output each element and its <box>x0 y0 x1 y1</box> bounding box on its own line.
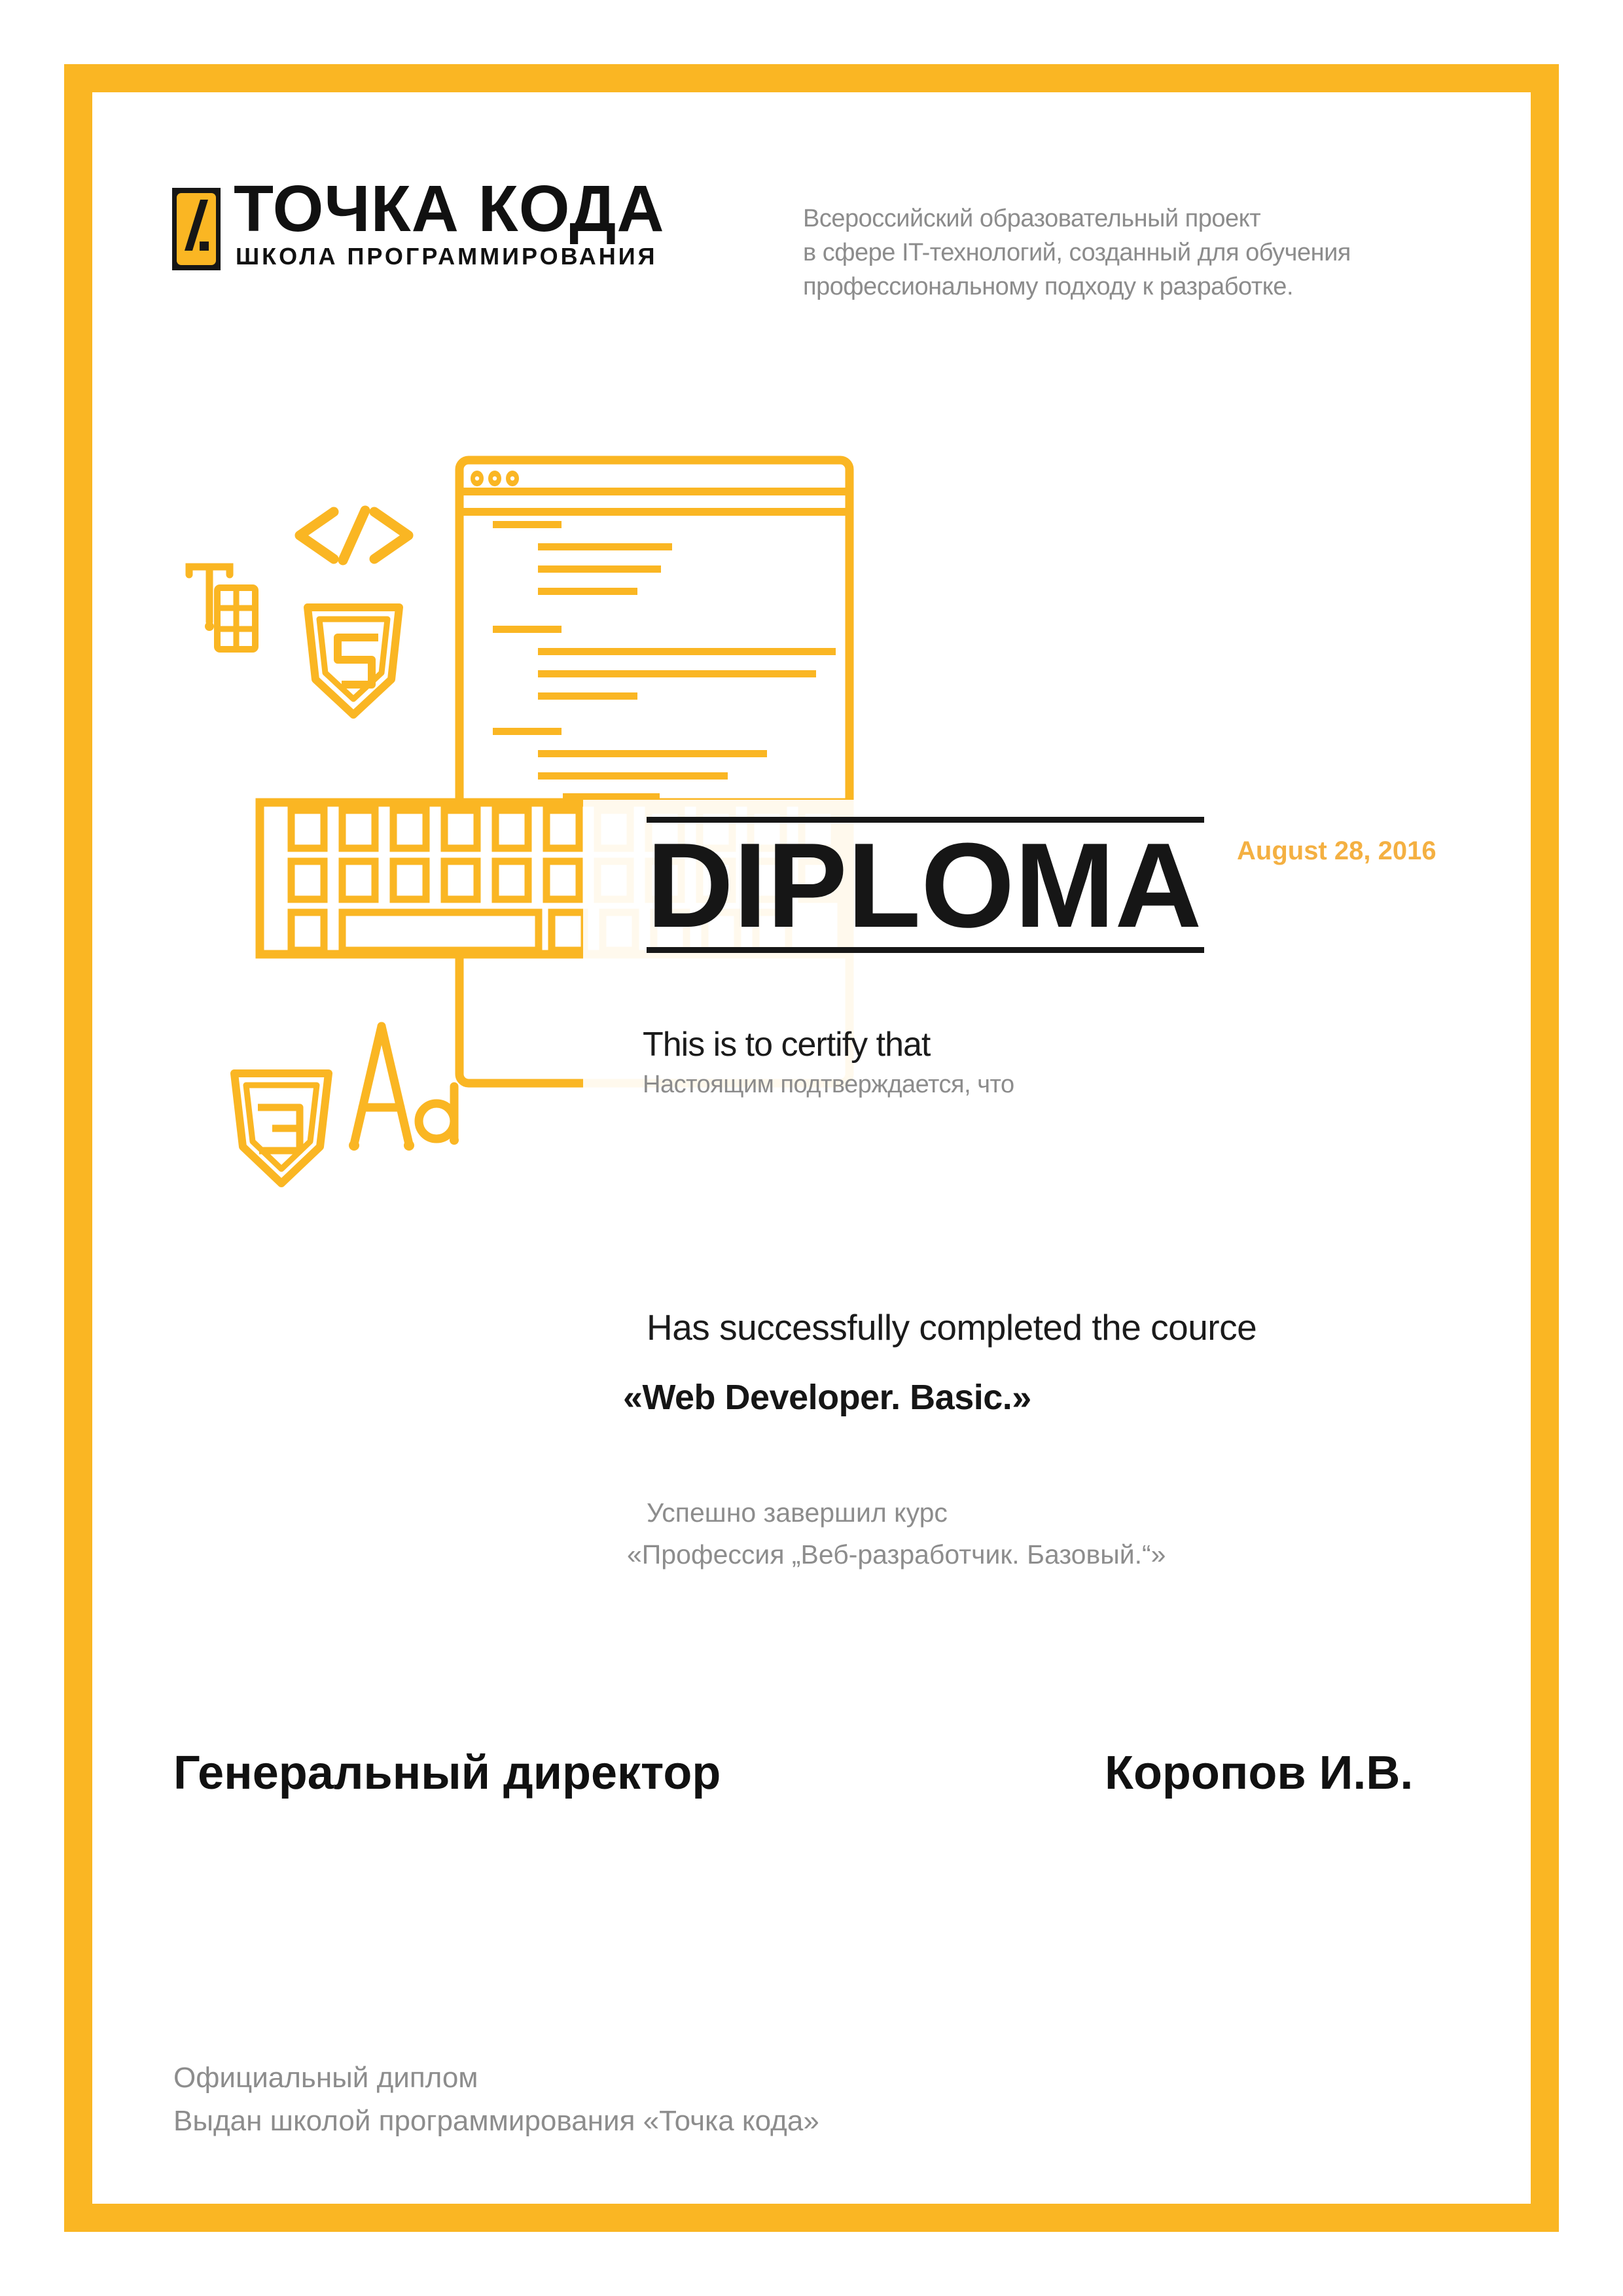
footer-line-2: Выдан школой программирования «Точка кода» <box>173 2105 819 2137</box>
course-ru-line-2: «Профессия „Веб-разработчик. Базовый.“» <box>627 1539 1166 1570</box>
course-name: «Web Developer. Basic.» <box>623 1378 1031 1417</box>
text-table-icon <box>189 567 255 649</box>
logo-subtitle: ШКОЛА ПРОГРАММИРОВАНИЯ <box>236 243 658 270</box>
certify-heading-en: This is to certify that <box>643 1026 931 1064</box>
course-ru-line-1: Успешно завершил курс <box>647 1498 948 1528</box>
diploma-date: August 28, 2016 <box>1237 836 1436 865</box>
typography-aa-icon <box>349 1026 459 1151</box>
project-description <box>803 202 1351 304</box>
css3-shield-icon <box>234 1073 329 1183</box>
footer-line-1: Официальный диплом <box>173 2062 478 2094</box>
logo-mark-icon <box>172 188 221 270</box>
html5-shield-icon <box>308 607 399 715</box>
description-line: профессиональному подходу к разработке. <box>803 273 1293 300</box>
signature-name: Коропов И.В. <box>1105 1747 1414 1799</box>
diploma-title: DIPLOMA <box>647 817 1202 952</box>
course-heading: Has successfully completed the cource <box>647 1307 1257 1348</box>
description-line: Всероссийский образовательный проект <box>803 205 1261 232</box>
logo-title: ТОЧКА КОДА <box>234 172 665 245</box>
code-tag-icon <box>300 511 408 560</box>
description-line: в сфере IT-технологий, созданный для обучения <box>803 239 1351 266</box>
certify-heading-ru: Настоящим подтверждается, что <box>643 1071 1014 1098</box>
signature-role: Генеральный директор <box>173 1747 721 1799</box>
diploma-title-box <box>647 817 1204 953</box>
window-dots-icon <box>471 471 519 486</box>
